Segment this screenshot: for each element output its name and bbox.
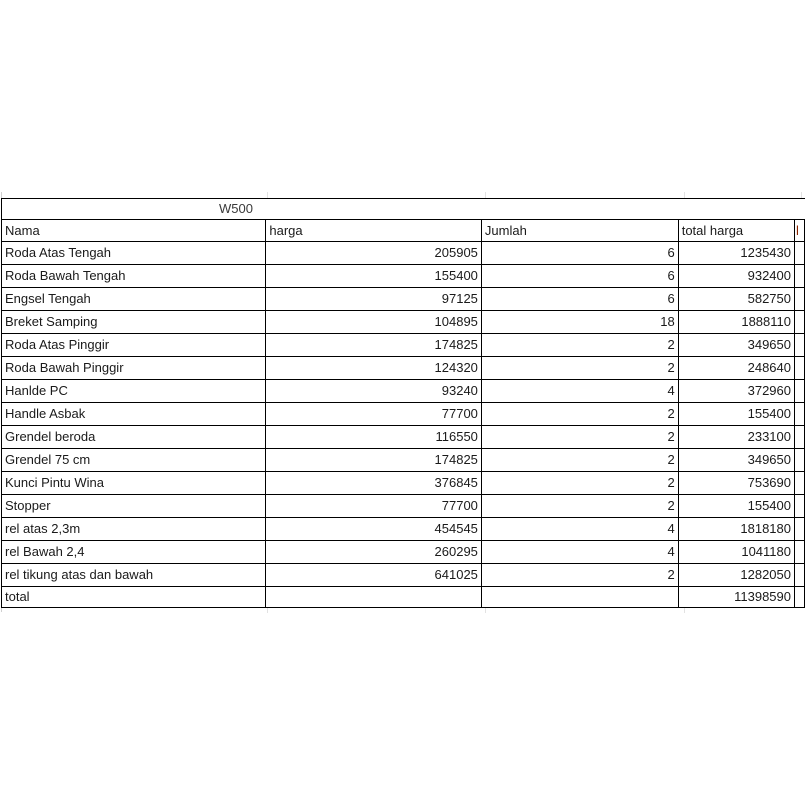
- cell-jumlah[interactable]: 4: [481, 541, 678, 564]
- sheet-title: W500: [219, 201, 253, 216]
- cell-jumlah[interactable]: 2: [481, 357, 678, 380]
- cell-harga[interactable]: 77700: [266, 403, 482, 426]
- cell-extra[interactable]: [795, 403, 805, 426]
- cell-extra[interactable]: [795, 288, 805, 311]
- cell-nama[interactable]: Roda Atas Pinggir: [2, 334, 266, 357]
- cell-nama[interactable]: Grendel 75 cm: [2, 449, 266, 472]
- table-row: [2, 403, 805, 426]
- cell-harga[interactable]: 77700: [266, 495, 482, 518]
- cell-extra[interactable]: [795, 426, 805, 449]
- cell-extra[interactable]: [795, 587, 805, 608]
- cell-jumlah[interactable]: 18: [481, 311, 678, 334]
- cell-extra[interactable]: [795, 357, 805, 380]
- cell-extra[interactable]: [795, 564, 805, 587]
- cell-total-harga[interactable]: 349650: [678, 449, 794, 472]
- cell-jumlah[interactable]: 6: [481, 242, 678, 265]
- cell-extra[interactable]: [795, 334, 805, 357]
- cell-harga[interactable]: 641025: [266, 564, 482, 587]
- cell-total-harga[interactable]: 1235430: [678, 242, 794, 265]
- cell-jumlah[interactable]: 2: [481, 472, 678, 495]
- cell-total-harga[interactable]: 233100: [678, 426, 794, 449]
- cell-extra[interactable]: [795, 449, 805, 472]
- cell-total-harga[interactable]: 349650: [678, 334, 794, 357]
- cell-harga[interactable]: 97125: [266, 288, 482, 311]
- cell-nama[interactable]: Hanlde PC: [2, 380, 266, 403]
- cell-jumlah[interactable]: 2: [481, 403, 678, 426]
- cell-extra[interactable]: [795, 495, 805, 518]
- cell-extra[interactable]: [795, 242, 805, 265]
- cell-extra[interactable]: [795, 380, 805, 403]
- cell-extra[interactable]: [795, 541, 805, 564]
- spreadsheet-table: [1, 198, 805, 608]
- cell-jumlah[interactable]: 2: [481, 495, 678, 518]
- cell-jumlah[interactable]: 2: [481, 334, 678, 357]
- table-row: [2, 564, 805, 587]
- title-cell[interactable]: [2, 199, 805, 220]
- cell-total-harga[interactable]: 372960: [678, 380, 794, 403]
- cell-total-harga[interactable]: 1888110: [678, 311, 794, 334]
- cell-total-harga[interactable]: 1282050: [678, 564, 794, 587]
- cell-nama[interactable]: Handle Asbak: [2, 403, 266, 426]
- cell-harga[interactable]: 155400: [266, 265, 482, 288]
- table-row: [2, 357, 805, 380]
- table-row: [2, 449, 805, 472]
- table-row: [2, 426, 805, 449]
- cell-nama[interactable]: Breket Samping: [2, 311, 266, 334]
- cell-harga[interactable]: 260295: [266, 541, 482, 564]
- cell-harga[interactable]: 116550: [266, 426, 482, 449]
- cell-jumlah[interactable]: 2: [481, 449, 678, 472]
- cell-harga[interactable]: 454545: [266, 518, 482, 541]
- cell-total-harga[interactable]: 753690: [678, 472, 794, 495]
- cell-jumlah[interactable]: 6: [481, 265, 678, 288]
- cell-harga[interactable]: 124320: [266, 357, 482, 380]
- title-row: [2, 199, 805, 220]
- table-row: [2, 541, 805, 564]
- total-harga-cell[interactable]: [266, 587, 482, 608]
- cell-nama[interactable]: Engsel Tengah: [2, 288, 266, 311]
- cell-nama[interactable]: Stopper: [2, 495, 266, 518]
- cell-jumlah[interactable]: 4: [481, 518, 678, 541]
- table-row: [2, 518, 805, 541]
- cell-jumlah[interactable]: 6: [481, 288, 678, 311]
- cell-nama[interactable]: rel tikung atas dan bawah: [2, 564, 266, 587]
- table-row: [2, 242, 805, 265]
- cell-nama[interactable]: Roda Atas Tengah: [2, 242, 266, 265]
- header-jumlah[interactable]: Jumlah: [481, 220, 678, 242]
- total-row: [2, 587, 805, 608]
- cell-total-harga[interactable]: 1818180: [678, 518, 794, 541]
- cell-harga[interactable]: 174825: [266, 449, 482, 472]
- cell-jumlah[interactable]: 4: [481, 380, 678, 403]
- cell-extra[interactable]: [795, 265, 805, 288]
- cell-total-harga[interactable]: 932400: [678, 265, 794, 288]
- cell-nama[interactable]: Roda Bawah Pinggir: [2, 357, 266, 380]
- cell-harga[interactable]: 93240: [266, 380, 482, 403]
- cell-jumlah[interactable]: 2: [481, 426, 678, 449]
- cell-nama[interactable]: Kunci Pintu Wina: [2, 472, 266, 495]
- cell-harga[interactable]: 174825: [266, 334, 482, 357]
- header-extra[interactable]: [795, 220, 805, 242]
- cell-total-harga[interactable]: 155400: [678, 403, 794, 426]
- table-row: [2, 380, 805, 403]
- cell-nama[interactable]: rel atas 2,3m: [2, 518, 266, 541]
- table-row: [2, 265, 805, 288]
- total-label[interactable]: total: [2, 587, 266, 608]
- header-extra-text: l: [796, 222, 799, 238]
- header-nama[interactable]: Nama: [2, 220, 266, 242]
- cell-harga[interactable]: 376845: [266, 472, 482, 495]
- cell-extra[interactable]: [795, 311, 805, 334]
- cell-extra[interactable]: [795, 518, 805, 541]
- cell-nama[interactable]: rel Bawah 2,4: [2, 541, 266, 564]
- table-row: [2, 311, 805, 334]
- cell-extra[interactable]: [795, 472, 805, 495]
- cell-total-harga[interactable]: 248640: [678, 357, 794, 380]
- cell-total-harga[interactable]: 155400: [678, 495, 794, 518]
- header-harga[interactable]: harga: [266, 220, 482, 242]
- cell-total-harga[interactable]: 1041180: [678, 541, 794, 564]
- grand-total[interactable]: 11398590: [678, 587, 794, 608]
- cell-nama[interactable]: Grendel beroda: [2, 426, 266, 449]
- total-jumlah-cell[interactable]: [481, 587, 678, 608]
- cell-total-harga[interactable]: 582750: [678, 288, 794, 311]
- table-row: [2, 288, 805, 311]
- header-row: [2, 220, 805, 242]
- cell-nama[interactable]: Roda Bawah Tengah: [2, 265, 266, 288]
- cell-harga[interactable]: 205905: [266, 242, 482, 265]
- header-total-harga[interactable]: total harga: [678, 220, 794, 242]
- cell-harga[interactable]: 104895: [266, 311, 482, 334]
- table-row: [2, 334, 805, 357]
- table-row: [2, 495, 805, 518]
- table-row: [2, 472, 805, 495]
- cell-jumlah[interactable]: 2: [481, 564, 678, 587]
